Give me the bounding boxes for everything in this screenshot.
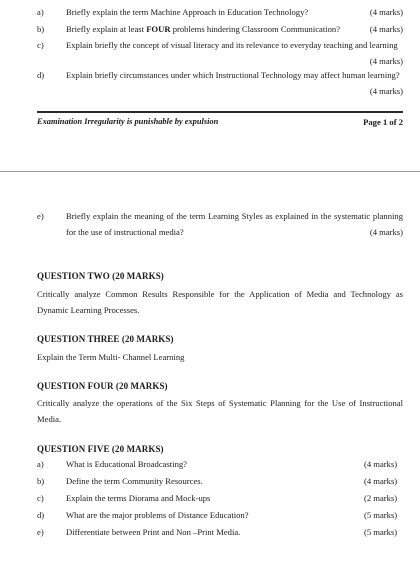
question-letter: d) — [37, 70, 45, 80]
question-three-body: Explain the Term Multi- Channel Learning — [37, 352, 185, 362]
question-1e — [37, 208, 403, 240]
page-number: Page 1 of 2 — [363, 117, 403, 127]
question-text: What is Educational Broadcasting? — [66, 459, 187, 469]
question-two-heading: QUESTION TWO (20 MARKS) — [37, 271, 164, 281]
question-marks: (2 marks) — [364, 493, 398, 503]
question-marks: (4 marks) — [369, 24, 403, 34]
list-item — [37, 527, 403, 544]
question-marks: (4 marks) — [364, 459, 398, 469]
question-marks: (4 marks) — [369, 7, 403, 17]
question-marks: (4 marks) — [369, 86, 403, 96]
emphasis-four: FOUR — [146, 24, 171, 34]
question-text: What are the major problems of Distance Education? — [66, 510, 249, 520]
question-five-heading: QUESTION FIVE (20 MARKS) — [37, 444, 164, 454]
question-letter: a) — [37, 7, 44, 17]
question-1d — [37, 67, 403, 99]
question-marks: (5 marks) — [364, 510, 398, 520]
question-1a — [37, 4, 403, 20]
question-marks: (4 marks) — [369, 56, 403, 66]
question-three-heading: QUESTION THREE (20 MARKS) — [37, 334, 174, 344]
question-two-body: Critically analyze Common Results Responsible for the Application of Media and Technology as Dynamic Learning Processes. — [37, 289, 403, 315]
question-letter: a) — [37, 459, 44, 469]
question-text: Explain briefly the concept of visual literacy and its relevance to everyday teaching and learning — [66, 40, 398, 50]
page-gap — [0, 146, 420, 172]
footer-notice: Examination Irregularity is punishable by expulsion — [37, 117, 219, 126]
question-text: Differentiate between Print and Non –Print Media. — [66, 527, 241, 537]
question-letter: e) — [37, 211, 44, 221]
exam-page-1 — [0, 0, 420, 146]
question-marks: (4 marks) — [369, 227, 403, 237]
question-text: Briefly explain at least FOUR problems hindering Classroom Communication? — [66, 24, 341, 34]
footer-rule — [37, 111, 403, 113]
question-letter: e) — [37, 527, 44, 537]
question-text: Explain briefly circumstances under which Instructional Technology may affect human learning? — [66, 70, 400, 80]
question-five-list — [37, 459, 403, 544]
question-marks: (4 marks) — [364, 476, 398, 486]
question-four-body: Critically analyze the operations of the Six Steps of Systematic Planning for the Use of Instructional Media. — [37, 398, 403, 424]
question-text: Define the term Community Resources. — [66, 476, 203, 486]
question-marks: (5 marks) — [364, 527, 398, 537]
question-letter: b) — [37, 24, 45, 34]
exam-page-2 — [0, 172, 420, 578]
list-item — [37, 459, 403, 476]
question-1b — [37, 21, 403, 37]
question-four-heading: QUESTION FOUR (20 MARKS) — [37, 381, 168, 391]
question-text: Briefly explain the meaning of the term Learning Styles as explained in the systematic planning for the use of instructional media? — [66, 211, 403, 237]
question-letter: c) — [37, 493, 44, 503]
list-item — [37, 510, 403, 527]
question-text: Explain the terms Diorama and Mock-ups — [66, 493, 211, 503]
question-text: Briefly explain the term Machine Approach in Education Technology? — [66, 7, 309, 17]
question-letter: c) — [37, 40, 44, 50]
question-letter: d) — [37, 510, 45, 520]
question-1c — [37, 37, 403, 69]
question-letter: b) — [37, 476, 45, 486]
list-item — [37, 493, 403, 510]
list-item — [37, 476, 403, 493]
